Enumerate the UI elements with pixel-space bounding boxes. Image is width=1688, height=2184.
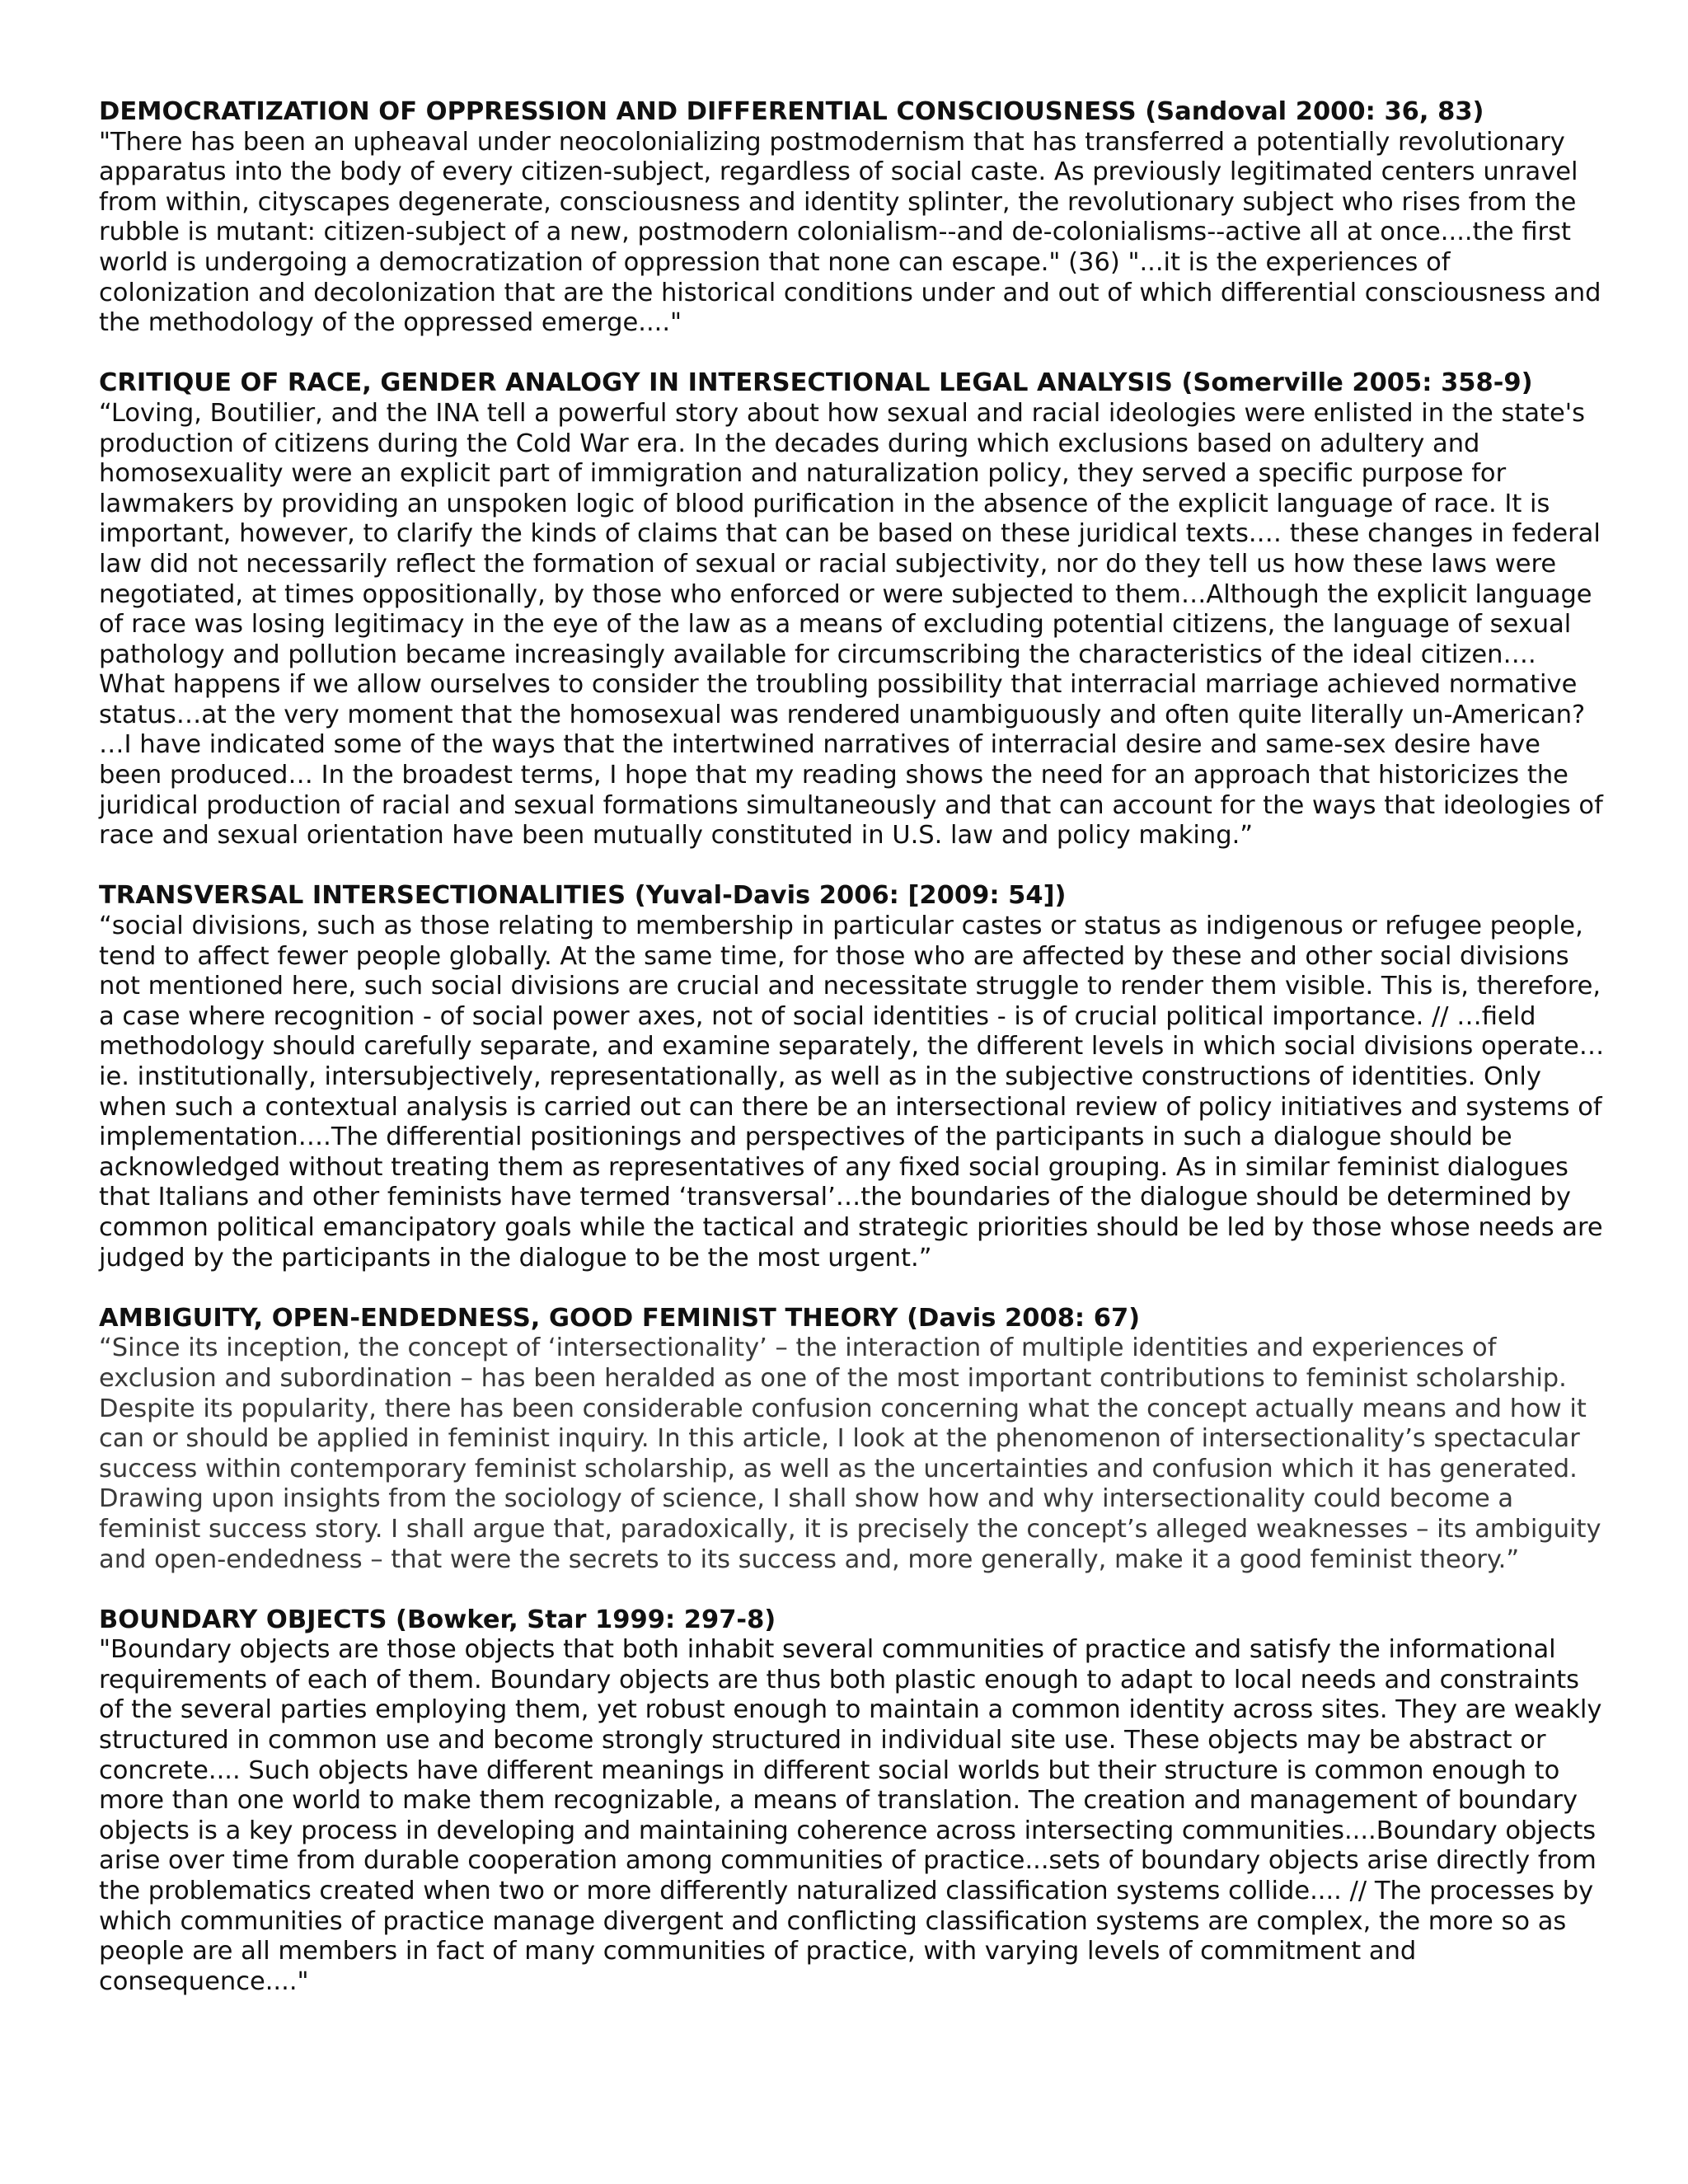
section-quote: “Loving, Boutilier, and the INA tell a powerful story about how sexual and racial ideologies were enlisted in the state's production of citizens during the Cold War era. In the decades during which exclusions based on adultery and homosexuality were an explicit part of immigration and naturalization policy, they served a specific purpose for lawmakers by providing an unspoken logic of blood purification in the absence of the explicit language of race. It is important, however, to clarify the kinds of claims that can be based on these juridical texts.… these changes in federal law did not necessarily reflect the formation of sexual or racial subjectivity, nor do they tell us how these laws were negotiated, at times oppositionally, by those who enforced or were subjected to them…Although the explicit language of race was losing legitimacy in the eye of the law as a means of excluding potential citizens, the language of sexual pathology and pollution became increasingly available for circumscribing the characteristics of the ideal citizen…. What happens if we allow ourselves to consider the troubling possibility that interracial marriage achieved normative status…at the very moment that the homosexual was rendered unambiguously and often quite literally un-American? …I have indicated some of the ways that the intertwined narratives of interracial desire and same-sex desire have been produced… In the broadest terms, I hope that my reading shows the need for an approach that historicizes the juridical production of racial and sexual formations simultaneously and that can account for the ways that ideologies of race and sexual orientation have been mutually constituted in U.S. law and policy making.” [99,398,1603,851]
section-boundary-objects [99,1605,1607,1998]
section-heading: BOUNDARY OBJECTS (Bowker, Star 1999: 297-8) [99,1605,776,1634]
section-transversal-intersectionalities [99,881,1607,1273]
section-quote: “social divisions, such as those relating to membership in particular castes or status as indigenous or refugee people, tend to affect fewer people globally. At the same time, for those who are affected by these and other social divisions not mentioned here, such social divisions are crucial and necessitate struggle to render them visible. This is, therefore, a case where recognition - of social power axes, not of social identities - is of crucial political importance. // …field methodology should carefully separate, and examine separately, the different levels in which social divisions operate…ie. institutionally, intersubjectively, representationally, as well as in the subjective constructions of identities. Only when such a contextual analysis is carried out can there be an intersectional review of policy initiatives and systems of implementation….The differential positionings and perspectives of the participants in such a dialogue should be acknowledged without treating them as representatives of any fixed social grouping. As in similar feminist dialogues that Italians and other feminists have termed ‘transversal’…the boundaries of the dialogue should be determined by common political emancipatory goals while the tactical and strategic priorities should be led by those whose needs are judged by the participants in the dialogue to be the most urgent.” [99,912,1605,1272]
section-ambiguity-open-endedness [99,1304,1607,1575]
section-heading: AMBIGUITY, OPEN-ENDEDNESS, GOOD FEMINIST THEORY (Davis 2008: 67) [99,1303,1141,1333]
section-critique-of-race-gender-analogy [99,368,1607,851]
section-heading: DEMOCRATIZATION OF OPPRESSION AND DIFFERENTIAL CONSCIOUSNESS (Sandoval 2000: 36, 83) [99,97,1484,126]
document-page [99,97,1607,2027]
section-heading: CRITIQUE OF RACE, GENDER ANALOGY IN INTERSECTIONAL LEGAL ANALYSIS (Somerville 2005: 358-9) [99,368,1533,398]
section-heading: TRANSVERSAL INTERSECTIONALITIES (Yuval-Davis 2006: [2009: 54]) [99,881,1067,911]
section-quote: "There has been an upheaval under neocolonializing postmodernism that has transferred a potentially revolutionary apparatus into the body of every citizen-subject, regardless of social caste. As previously legitimated centers unravel from within, cityscapes degenerate, consciousness and identity splinter, the revolutionary subject who rises from the rubble is mutant: citizen-subject of a new, postmodern colonialism--and de-colonialisms--active all at once....the first world is undergoing a democratization of oppression that none can escape." (36) "...it is the experiences of colonization and decolonization that are the historical conditions under and out of which differential consciousness and the methodology of the oppressed emerge...." [99,127,1601,338]
section-democratization [99,97,1607,339]
section-quote: "Boundary objects are those objects that both inhabit several communities of practice and satisfy the informational requirements of each of them. Boundary objects are thus both plastic enough to adapt to local needs and constraints of the several parties employing them, yet robust enough to maintain a common identity across sites. They are weakly structured in common use and become strongly structured in individual site use. These objects may be abstract or concrete.... Such objects have different meanings in different social worlds but their structure is common enough to more than one world to make them recognizable, a means of translation. The creation and management of boundary objects is a key process in developing and maintaining coherence across intersecting communities....Boundary objects arise over time from durable cooperation among communities of practice...sets of boundary objects arise directly from the problematics created when two or more differently naturalized classification systems collide.... // The processes by which communities of practice manage divergent and conflicting classification systems are complex, the more so as people are all members in fact of many communities of practice, with varying levels of commitment and consequence...." [99,1635,1602,1996]
section-quote: “Since its inception, the concept of ‘intersectionality’ – the interaction of multiple identities and experiences of exclusion and subordination – has been heralded as one of the most important contributions to feminist scholarship. Despite its popularity, there has been considerable confusion concerning what the concept actually means and how it can or should be applied in feminist inquiry. In this article, I look at the phenomenon of intersectionality’s spectacular success within contemporary feminist scholarship, as well as the uncertainties and confusion which it has generated. Drawing upon insights from the sociology of science, I shall show how and why intersectionality could become a feminist success story. I shall argue that, paradoxically, it is precisely the concept’s alleged weaknesses – its ambiguity and open-endedness – that were the secrets to its success and, more generally, make it a good feminist theory.” [99,1333,1601,1574]
